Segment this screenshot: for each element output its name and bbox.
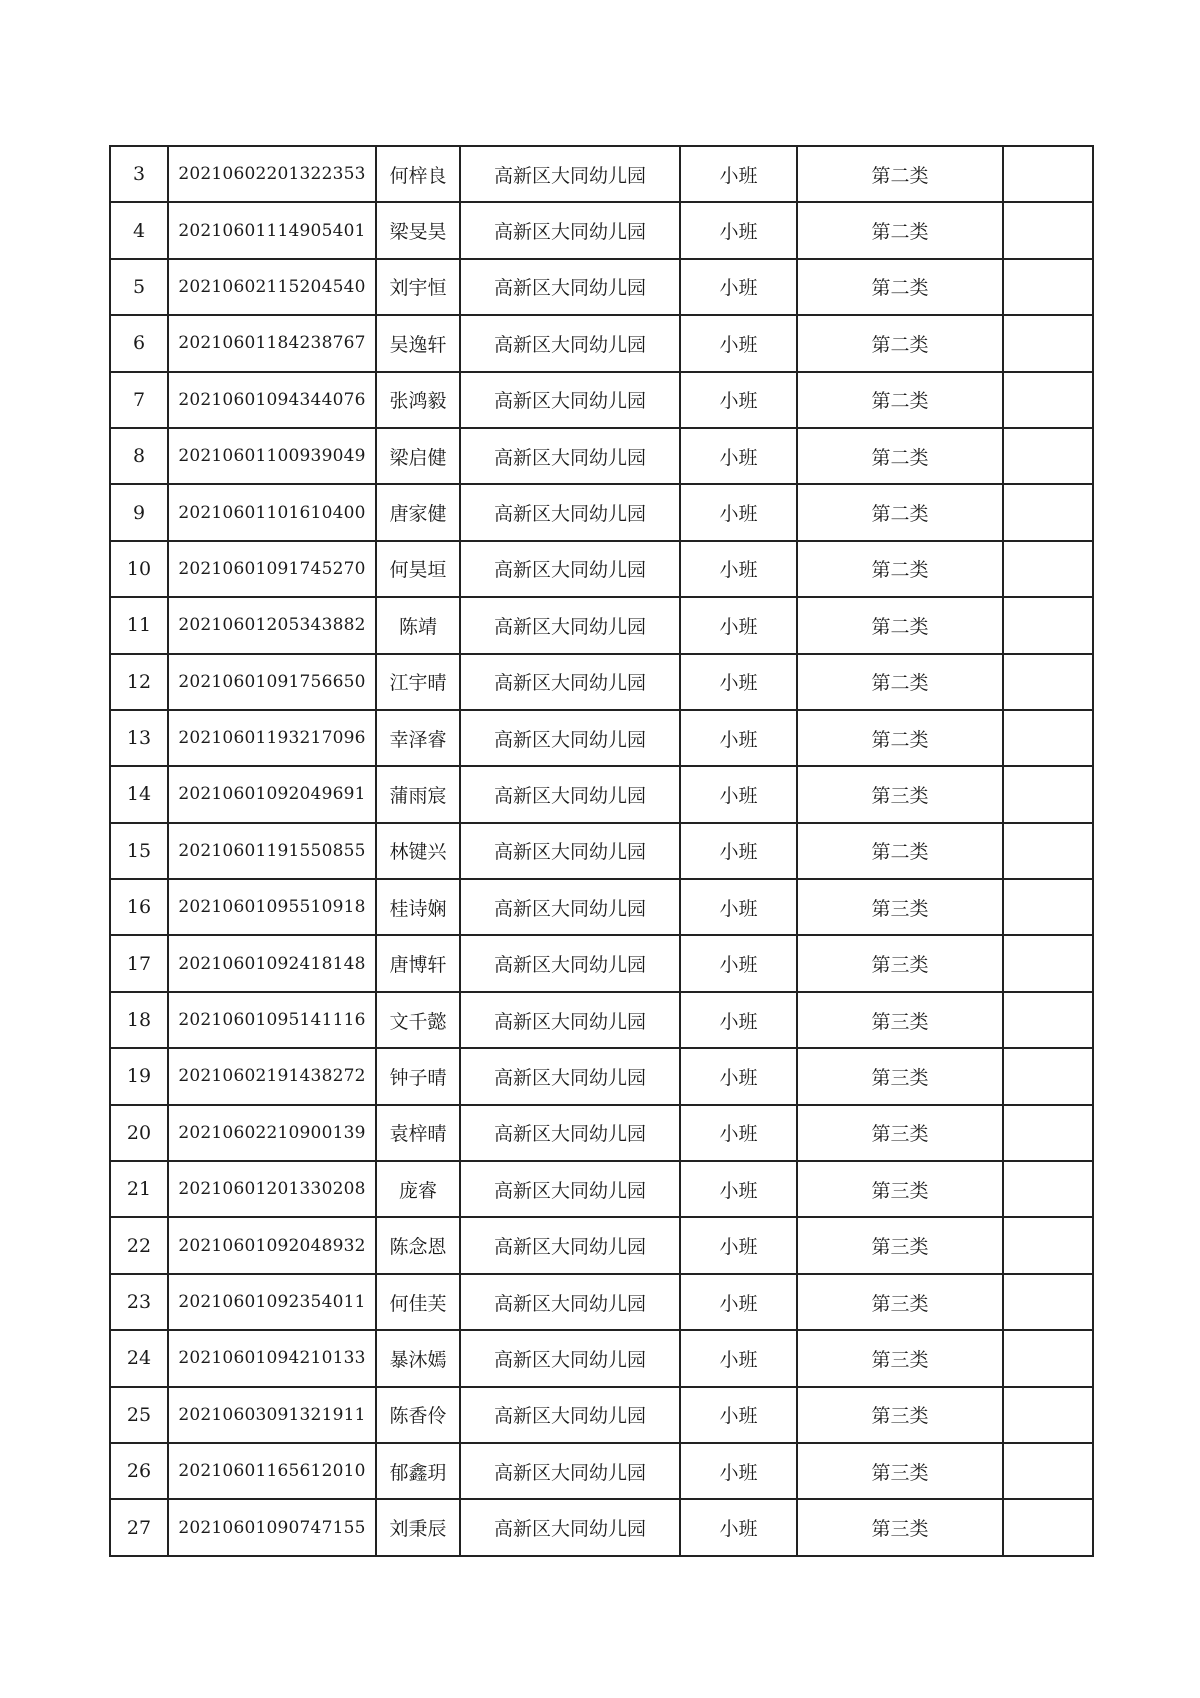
row-number-cell: 18 — [110, 992, 168, 1048]
school-cell: 高新区大同幼儿园 — [460, 1274, 680, 1330]
table-row — [110, 654, 1093, 710]
school-cell: 高新区大同幼儿园 — [460, 935, 680, 991]
school-cell: 高新区大同幼儿园 — [460, 992, 680, 1048]
application-id-cell: 20210601095141116 — [168, 992, 376, 1048]
application-id-cell: 20210601092049691 — [168, 766, 376, 822]
category-cell: 第三类 — [797, 766, 1003, 822]
grade-cell: 小班 — [680, 202, 797, 258]
application-id-cell: 20210601090747155 — [168, 1499, 376, 1555]
school-cell: 高新区大同幼儿园 — [460, 202, 680, 258]
school-cell: 高新区大同幼儿园 — [460, 1387, 680, 1443]
table-body — [110, 146, 1093, 1556]
student-name-cell: 林键兴 — [376, 823, 460, 879]
table-row — [110, 1443, 1093, 1499]
school-cell: 高新区大同幼儿园 — [460, 372, 680, 428]
note-cell — [1003, 654, 1093, 710]
category-cell: 第二类 — [797, 202, 1003, 258]
application-id-cell: 20210601165612010 — [168, 1443, 376, 1499]
category-cell: 第三类 — [797, 1105, 1003, 1161]
grade-cell: 小班 — [680, 541, 797, 597]
grade-cell: 小班 — [680, 1443, 797, 1499]
grade-cell: 小班 — [680, 372, 797, 428]
category-cell: 第二类 — [797, 654, 1003, 710]
table-row — [110, 146, 1093, 202]
grade-cell: 小班 — [680, 597, 797, 653]
row-number-cell: 16 — [110, 879, 168, 935]
table-row — [110, 710, 1093, 766]
category-cell: 第三类 — [797, 1330, 1003, 1386]
application-id-cell: 20210601092418148 — [168, 935, 376, 991]
row-number-cell: 3 — [110, 146, 168, 202]
table-row — [110, 484, 1093, 540]
row-number-cell: 9 — [110, 484, 168, 540]
application-id-cell: 20210602191438272 — [168, 1048, 376, 1104]
table-row — [110, 1330, 1093, 1386]
note-cell — [1003, 1217, 1093, 1273]
row-number-cell: 26 — [110, 1443, 168, 1499]
application-id-cell: 20210602201322353 — [168, 146, 376, 202]
note-cell — [1003, 541, 1093, 597]
grade-cell: 小班 — [680, 1387, 797, 1443]
table-row — [110, 1161, 1093, 1217]
category-cell: 第二类 — [797, 315, 1003, 371]
row-number-cell: 17 — [110, 935, 168, 991]
note-cell — [1003, 935, 1093, 991]
row-number-cell: 7 — [110, 372, 168, 428]
row-number-cell: 13 — [110, 710, 168, 766]
row-number-cell: 25 — [110, 1387, 168, 1443]
category-cell: 第三类 — [797, 1387, 1003, 1443]
note-cell — [1003, 202, 1093, 258]
application-id-cell: 20210601091756650 — [168, 654, 376, 710]
application-id-cell: 20210601101610400 — [168, 484, 376, 540]
note-cell — [1003, 1161, 1093, 1217]
enrollment-table — [109, 145, 1094, 1557]
school-cell: 高新区大同幼儿园 — [460, 1161, 680, 1217]
student-name-cell: 刘宇恒 — [376, 259, 460, 315]
application-id-cell: 20210601091745270 — [168, 541, 376, 597]
school-cell: 高新区大同幼儿园 — [460, 1217, 680, 1273]
table-row — [110, 1105, 1093, 1161]
grade-cell: 小班 — [680, 879, 797, 935]
category-cell: 第二类 — [797, 428, 1003, 484]
note-cell — [1003, 1274, 1093, 1330]
student-name-cell: 桂诗娴 — [376, 879, 460, 935]
student-name-cell: 刘秉辰 — [376, 1499, 460, 1555]
row-number-cell: 11 — [110, 597, 168, 653]
student-name-cell: 何昊垣 — [376, 541, 460, 597]
table-row — [110, 1499, 1093, 1555]
grade-cell: 小班 — [680, 1048, 797, 1104]
school-cell: 高新区大同幼儿园 — [460, 654, 680, 710]
note-cell — [1003, 1048, 1093, 1104]
grade-cell: 小班 — [680, 766, 797, 822]
table-row — [110, 428, 1093, 484]
note-cell — [1003, 1330, 1093, 1386]
school-cell: 高新区大同幼儿园 — [460, 259, 680, 315]
school-cell: 高新区大同幼儿园 — [460, 879, 680, 935]
category-cell: 第三类 — [797, 1443, 1003, 1499]
grade-cell: 小班 — [680, 992, 797, 1048]
table-row — [110, 315, 1093, 371]
note-cell — [1003, 597, 1093, 653]
category-cell: 第二类 — [797, 823, 1003, 879]
table-row — [110, 766, 1093, 822]
note-cell — [1003, 315, 1093, 371]
note-cell — [1003, 766, 1093, 822]
grade-cell: 小班 — [680, 935, 797, 991]
student-name-cell: 陈靖 — [376, 597, 460, 653]
row-number-cell: 12 — [110, 654, 168, 710]
school-cell: 高新区大同幼儿园 — [460, 146, 680, 202]
school-cell: 高新区大同幼儿园 — [460, 766, 680, 822]
category-cell: 第二类 — [797, 259, 1003, 315]
grade-cell: 小班 — [680, 1274, 797, 1330]
student-name-cell: 何佳芙 — [376, 1274, 460, 1330]
note-cell — [1003, 259, 1093, 315]
student-name-cell: 吴逸轩 — [376, 315, 460, 371]
school-cell: 高新区大同幼儿园 — [460, 428, 680, 484]
application-id-cell: 20210601092354011 — [168, 1274, 376, 1330]
student-name-cell: 陈念恩 — [376, 1217, 460, 1273]
note-cell — [1003, 372, 1093, 428]
school-cell: 高新区大同幼儿园 — [460, 315, 680, 371]
student-name-cell: 暴沐嫣 — [376, 1330, 460, 1386]
school-cell: 高新区大同幼儿园 — [460, 541, 680, 597]
grade-cell: 小班 — [680, 1330, 797, 1386]
note-cell — [1003, 428, 1093, 484]
row-number-cell: 8 — [110, 428, 168, 484]
grade-cell: 小班 — [680, 1161, 797, 1217]
school-cell: 高新区大同幼儿园 — [460, 823, 680, 879]
row-number-cell: 4 — [110, 202, 168, 258]
application-id-cell: 20210601100939049 — [168, 428, 376, 484]
table-row — [110, 259, 1093, 315]
row-number-cell: 20 — [110, 1105, 168, 1161]
row-number-cell: 24 — [110, 1330, 168, 1386]
note-cell — [1003, 1105, 1093, 1161]
application-id-cell: 20210601114905401 — [168, 202, 376, 258]
note-cell — [1003, 146, 1093, 202]
note-cell — [1003, 710, 1093, 766]
student-name-cell: 文千懿 — [376, 992, 460, 1048]
row-number-cell: 19 — [110, 1048, 168, 1104]
note-cell — [1003, 879, 1093, 935]
category-cell: 第三类 — [797, 879, 1003, 935]
table-row — [110, 1274, 1093, 1330]
category-cell: 第三类 — [797, 1161, 1003, 1217]
application-id-cell: 20210601094210133 — [168, 1330, 376, 1386]
grade-cell: 小班 — [680, 146, 797, 202]
grade-cell: 小班 — [680, 710, 797, 766]
category-cell: 第二类 — [797, 372, 1003, 428]
student-name-cell: 唐博轩 — [376, 935, 460, 991]
school-cell: 高新区大同幼儿园 — [460, 1105, 680, 1161]
table-row — [110, 541, 1093, 597]
student-name-cell: 唐家健 — [376, 484, 460, 540]
grade-cell: 小班 — [680, 1499, 797, 1555]
table-row — [110, 1387, 1093, 1443]
application-id-cell: 20210601092048932 — [168, 1217, 376, 1273]
application-id-cell: 20210603091321911 — [168, 1387, 376, 1443]
student-name-cell: 袁梓晴 — [376, 1105, 460, 1161]
student-name-cell: 蒲雨宸 — [376, 766, 460, 822]
category-cell: 第二类 — [797, 541, 1003, 597]
category-cell: 第三类 — [797, 935, 1003, 991]
student-name-cell: 钟子晴 — [376, 1048, 460, 1104]
table-row — [110, 597, 1093, 653]
school-cell: 高新区大同幼儿园 — [460, 597, 680, 653]
grade-cell: 小班 — [680, 1217, 797, 1273]
row-number-cell: 6 — [110, 315, 168, 371]
table-row — [110, 992, 1093, 1048]
category-cell: 第二类 — [797, 597, 1003, 653]
student-name-cell: 庞睿 — [376, 1161, 460, 1217]
row-number-cell: 5 — [110, 259, 168, 315]
student-name-cell: 何梓良 — [376, 146, 460, 202]
application-id-cell: 20210602210900139 — [168, 1105, 376, 1161]
student-name-cell: 陈香伶 — [376, 1387, 460, 1443]
school-cell: 高新区大同幼儿园 — [460, 1443, 680, 1499]
note-cell — [1003, 992, 1093, 1048]
application-id-cell: 20210601094344076 — [168, 372, 376, 428]
grade-cell: 小班 — [680, 823, 797, 879]
grade-cell: 小班 — [680, 484, 797, 540]
application-id-cell: 20210601193217096 — [168, 710, 376, 766]
note-cell — [1003, 1387, 1093, 1443]
student-name-cell: 江宇晴 — [376, 654, 460, 710]
application-id-cell: 20210601095510918 — [168, 879, 376, 935]
category-cell: 第三类 — [797, 1217, 1003, 1273]
row-number-cell: 14 — [110, 766, 168, 822]
application-id-cell: 20210601184238767 — [168, 315, 376, 371]
row-number-cell: 15 — [110, 823, 168, 879]
row-number-cell: 21 — [110, 1161, 168, 1217]
table-row — [110, 372, 1093, 428]
note-cell — [1003, 484, 1093, 540]
category-cell: 第三类 — [797, 1048, 1003, 1104]
table-row — [110, 1217, 1093, 1273]
student-name-cell: 梁启健 — [376, 428, 460, 484]
grade-cell: 小班 — [680, 428, 797, 484]
note-cell — [1003, 1499, 1093, 1555]
note-cell — [1003, 1443, 1093, 1499]
application-id-cell: 20210601191550855 — [168, 823, 376, 879]
grade-cell: 小班 — [680, 654, 797, 710]
school-cell: 高新区大同幼儿园 — [460, 484, 680, 540]
grade-cell: 小班 — [680, 1105, 797, 1161]
application-id-cell: 20210602115204540 — [168, 259, 376, 315]
table-row — [110, 1048, 1093, 1104]
row-number-cell: 10 — [110, 541, 168, 597]
school-cell: 高新区大同幼儿园 — [460, 1499, 680, 1555]
school-cell: 高新区大同幼儿园 — [460, 1048, 680, 1104]
category-cell: 第三类 — [797, 1499, 1003, 1555]
application-id-cell: 20210601201330208 — [168, 1161, 376, 1217]
student-name-cell: 梁旻昊 — [376, 202, 460, 258]
student-name-cell: 郁鑫玥 — [376, 1443, 460, 1499]
table-row — [110, 823, 1093, 879]
application-id-cell: 20210601205343882 — [168, 597, 376, 653]
grade-cell: 小班 — [680, 259, 797, 315]
student-name-cell: 张鸿毅 — [376, 372, 460, 428]
row-number-cell: 23 — [110, 1274, 168, 1330]
student-name-cell: 幸泽睿 — [376, 710, 460, 766]
category-cell: 第二类 — [797, 484, 1003, 540]
category-cell: 第三类 — [797, 1274, 1003, 1330]
grade-cell: 小班 — [680, 315, 797, 371]
table-row — [110, 935, 1093, 991]
row-number-cell: 22 — [110, 1217, 168, 1273]
category-cell: 第二类 — [797, 146, 1003, 202]
row-number-cell: 27 — [110, 1499, 168, 1555]
table-row — [110, 879, 1093, 935]
category-cell: 第二类 — [797, 710, 1003, 766]
note-cell — [1003, 823, 1093, 879]
school-cell: 高新区大同幼儿园 — [460, 1330, 680, 1386]
table-row — [110, 202, 1093, 258]
school-cell: 高新区大同幼儿园 — [460, 710, 680, 766]
category-cell: 第三类 — [797, 992, 1003, 1048]
